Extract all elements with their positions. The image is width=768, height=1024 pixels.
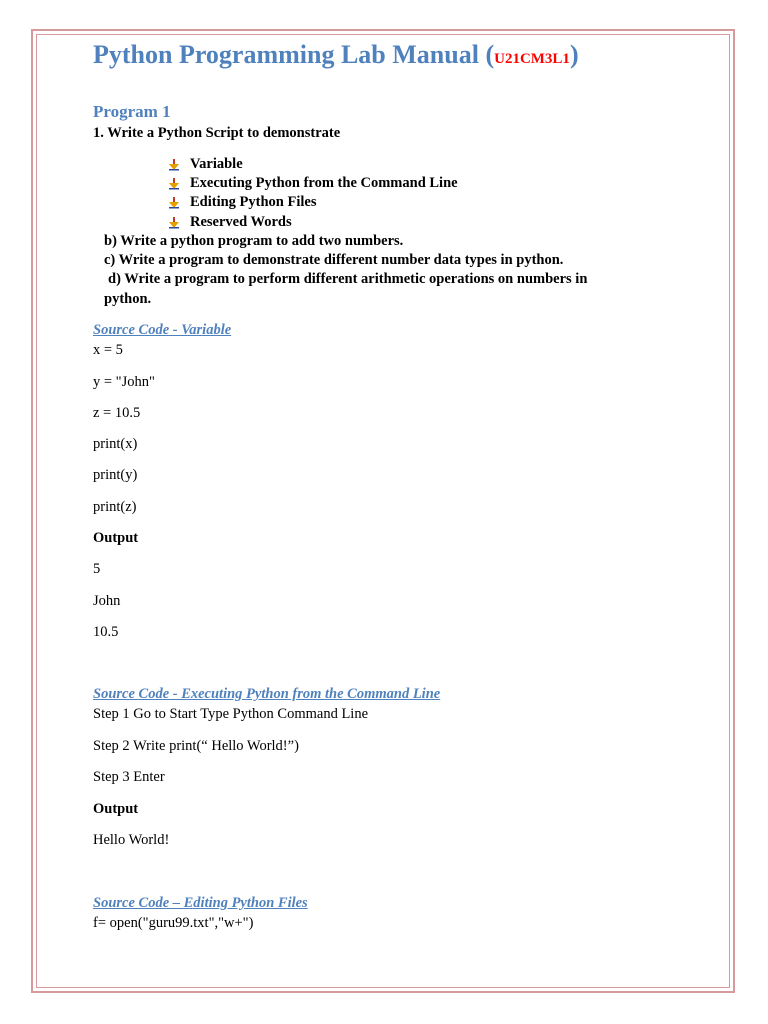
- program-heading: Program 1: [93, 102, 171, 121]
- bullet-item: Editing Python Files: [190, 194, 317, 210]
- code-line: print(y): [93, 467, 138, 483]
- task-b: b) Write a python program to add two numbers.: [104, 233, 404, 249]
- arrow-down-bullet-icon: [168, 197, 180, 209]
- output-label: Output: [93, 801, 139, 817]
- code-line: y = "John": [93, 374, 155, 390]
- task-intro: 1. Write a Python Script to demonstrate: [93, 125, 341, 141]
- step-line: Step 2 Write print(“ Hello World!”): [93, 738, 299, 754]
- title-text: Python Programming Lab Manual (: [93, 40, 495, 69]
- section-heading-command-line: Source Code - Executing Python from the Command Line: [93, 686, 441, 702]
- output-line: Hello World!: [93, 832, 170, 848]
- arrow-down-bullet-icon: [168, 217, 180, 229]
- step-line: Step 3 Enter: [93, 769, 165, 785]
- output-label: Output: [93, 530, 139, 546]
- code-line: x = 5: [93, 342, 123, 358]
- task-c: c) Write a program to demonstrate different number data types in python.: [104, 252, 564, 268]
- task-d-line1: d) Write a program to perform different arithmetic operations on numbers in: [108, 271, 588, 287]
- bullet-item: Executing Python from the Command Line: [190, 175, 458, 191]
- code-line: f= open("guru99.txt","w+"): [93, 915, 254, 931]
- output-line: 10.5: [93, 624, 119, 640]
- step-line: Step 1 Go to Start Type Python Command Line: [93, 706, 369, 722]
- bullet-item: Reserved Words: [190, 214, 292, 230]
- course-code: U21CM3L1: [494, 51, 570, 67]
- arrow-down-bullet-icon: [168, 159, 180, 171]
- output-line: John: [93, 593, 121, 609]
- section-heading-variable: Source Code - Variable: [93, 322, 232, 338]
- arrow-down-bullet-icon: [168, 178, 180, 190]
- task-d-line2: python.: [104, 291, 152, 307]
- bullet-item: Variable: [190, 156, 243, 172]
- title-close: ): [569, 40, 579, 69]
- section-heading-editing-files: Source Code – Editing Python Files: [93, 895, 308, 911]
- code-line: print(z): [93, 499, 137, 515]
- code-line: z = 10.5: [93, 405, 141, 421]
- output-line: 5: [93, 561, 101, 577]
- code-line: print(x): [93, 436, 138, 452]
- document-title: [93, 40, 579, 70]
